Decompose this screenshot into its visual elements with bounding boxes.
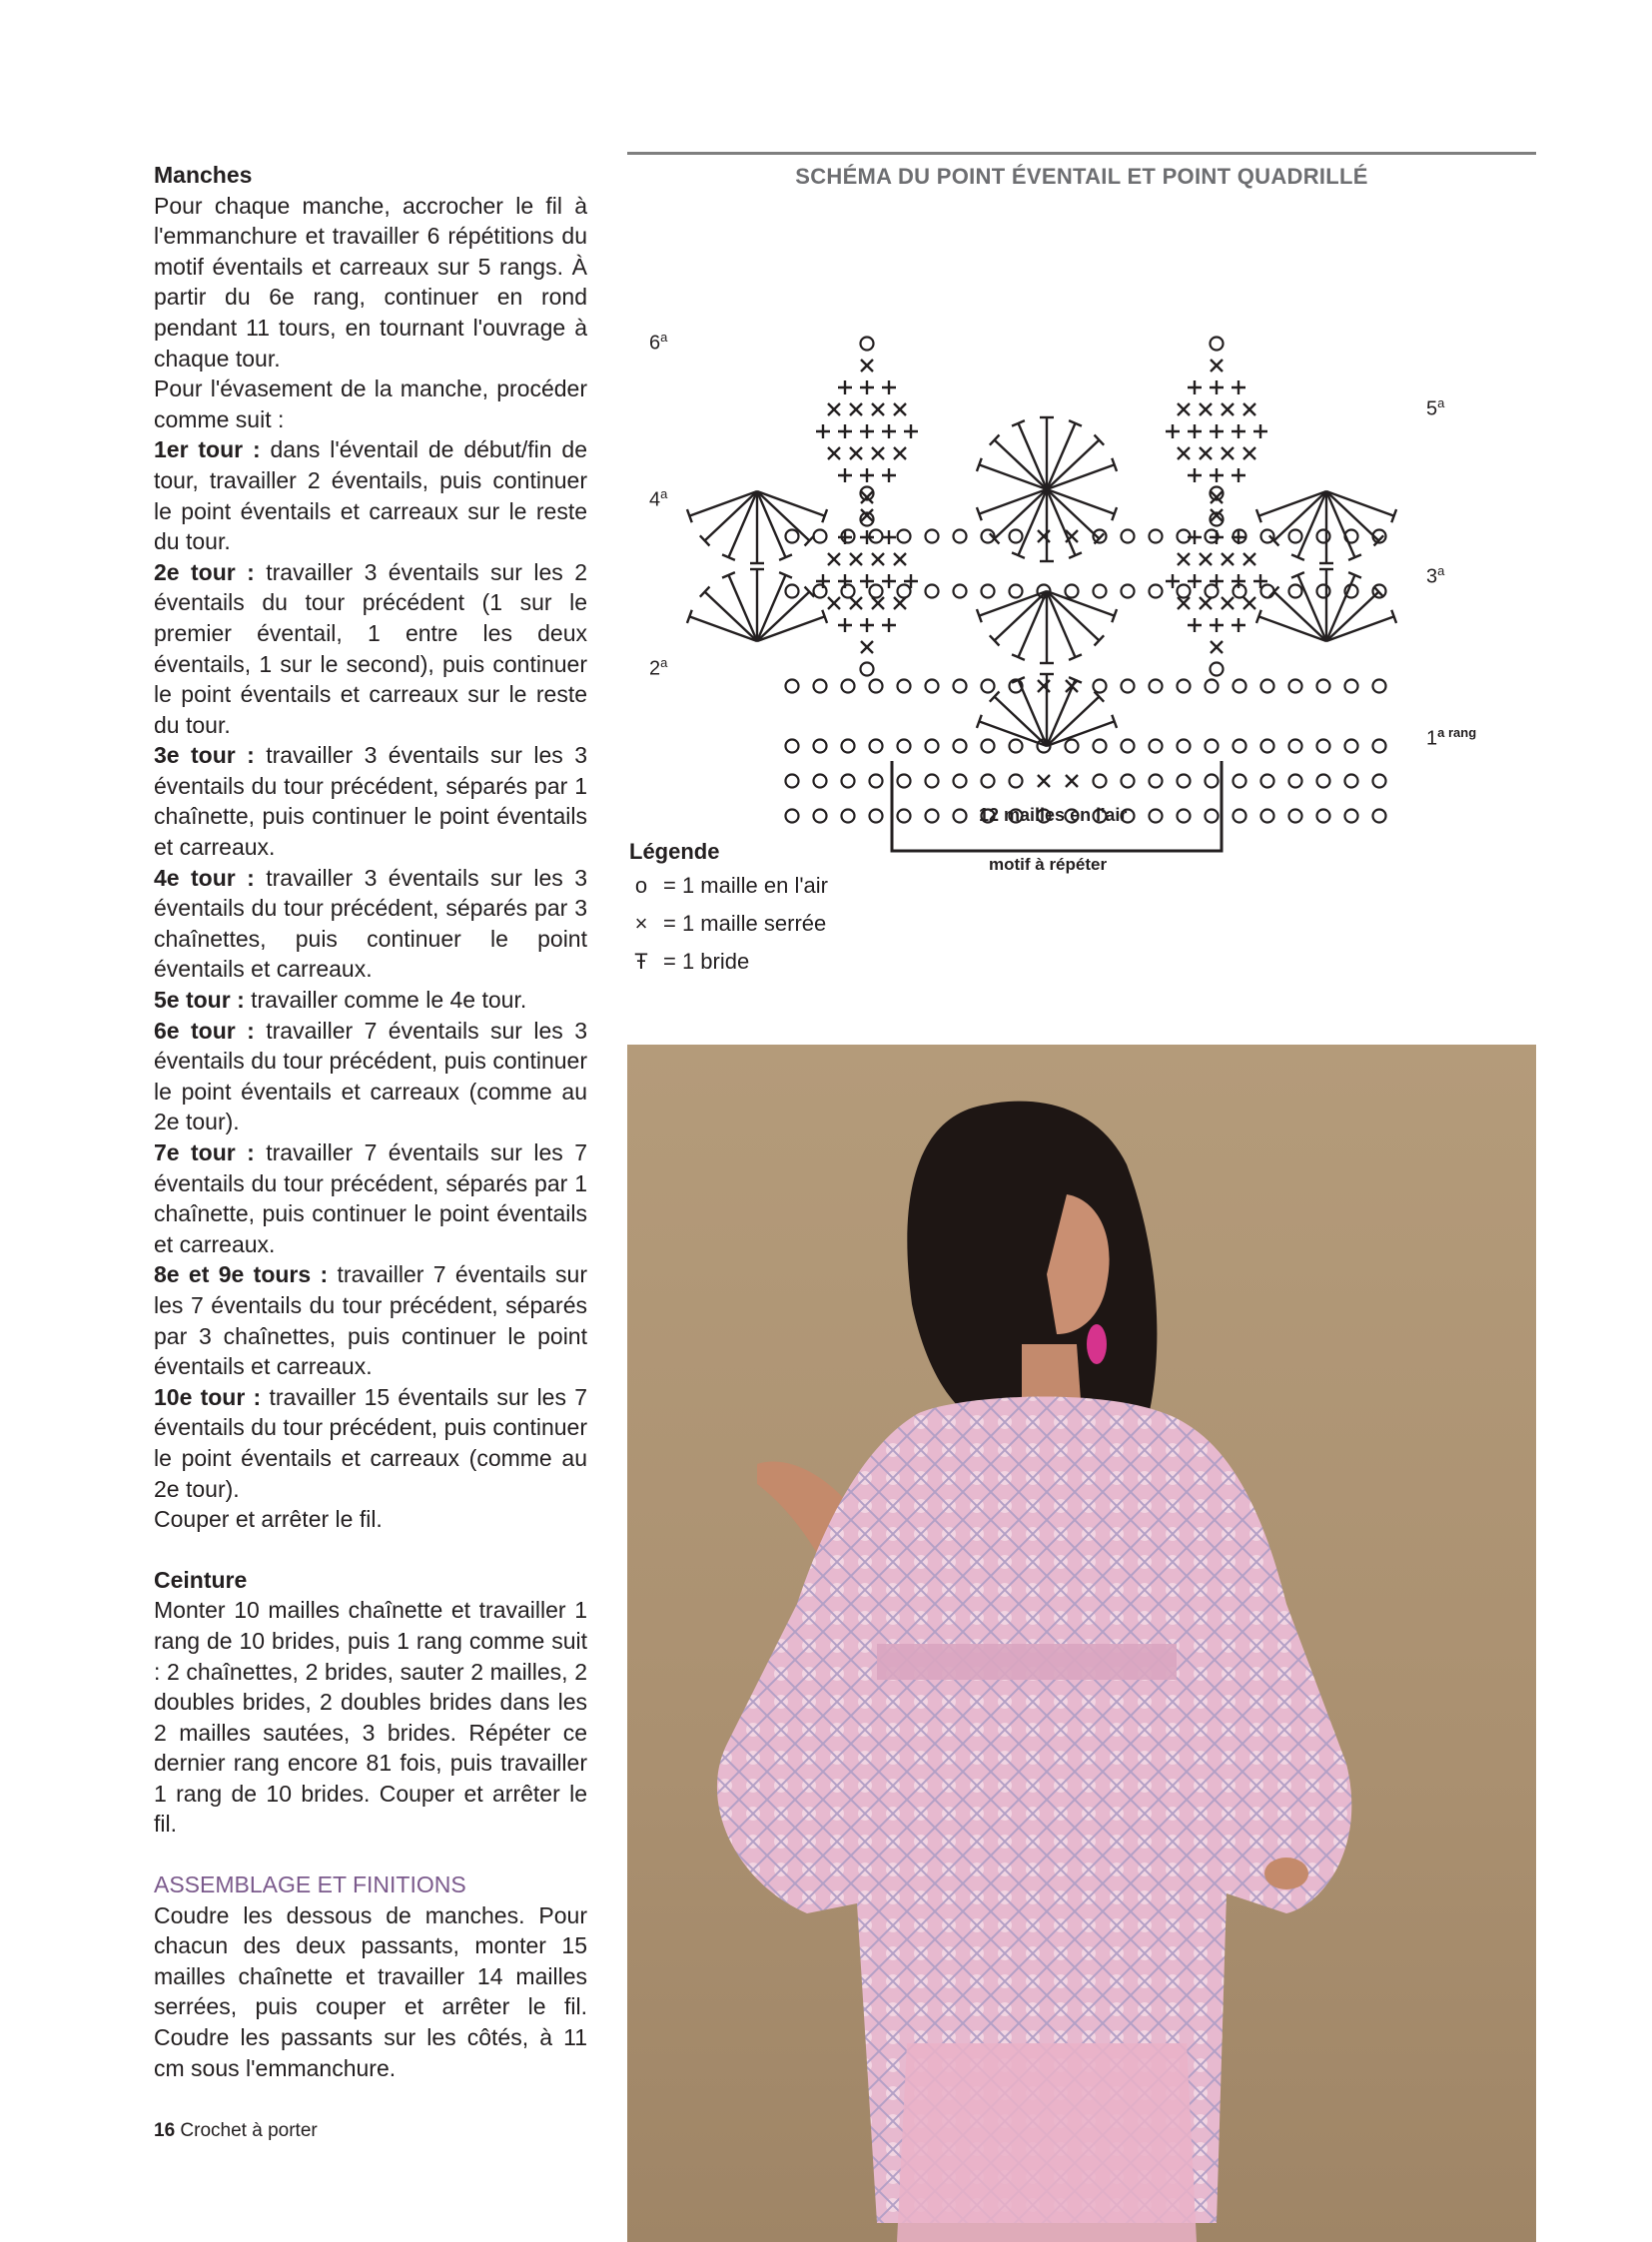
chain-stitch xyxy=(842,740,855,753)
single-stitch xyxy=(1232,424,1245,438)
ceinture-text: Monter 10 mailles chaînette et travailler 1 rang de 10 brides, puis 1 rang comme suit : 2 chaînettes, 2 brides, sauter 2 mailles, 2 doubles brides, 2 doubles brides dans les 2 mailles sautées, 3 brides. Répéter ce dernier rang encore 81 fois, puis travailler 1 rang de 10 brides. Couper et arrêter le fil. xyxy=(154,1597,587,1838)
single-stitch xyxy=(1178,597,1190,609)
chain-stitch xyxy=(814,740,827,753)
single-stitch xyxy=(1243,403,1255,415)
row-label-3: 3$^a$ xyxy=(1426,563,1445,588)
assemblage-text: Coudre les dessous de manches. Pour chacun des deux passants, monter 15 mailles chaînette et travailler 14 mailles serrées, puis couper et arrêter le fil. Coudre les passants sur les côtés, à 11 cm sous l'emmanchure. xyxy=(154,1901,587,2081)
single-stitch xyxy=(872,403,884,415)
single-stitch xyxy=(1243,553,1255,565)
single-stitch xyxy=(1166,424,1180,438)
row-label-2: 2$^a$ xyxy=(649,655,668,680)
chain-stitch xyxy=(842,585,855,598)
chain-stitch xyxy=(1289,530,1302,543)
chain-stitch xyxy=(1094,775,1107,788)
chain-stitch xyxy=(982,680,995,693)
tour-label: 4e tour : xyxy=(154,864,255,891)
chain-stitch xyxy=(898,740,911,753)
chain-stitch xyxy=(898,810,911,823)
single-stitch xyxy=(894,447,906,459)
chain-stitch xyxy=(1373,810,1386,823)
page-footer xyxy=(154,2120,318,2142)
chain-stitch xyxy=(870,680,883,693)
chain-stitch xyxy=(814,585,827,598)
single-stitch xyxy=(838,424,852,438)
tour-label: 5e tour : xyxy=(154,987,245,1014)
single-stitch xyxy=(894,553,906,565)
fan-stitch xyxy=(1047,489,1099,538)
row-label-4: 4$^a$ xyxy=(649,486,668,511)
chain-stitch xyxy=(1178,585,1191,598)
motif-label: motif à répéter xyxy=(989,855,1108,874)
single-stitch xyxy=(882,424,896,438)
single-stitch xyxy=(1222,447,1234,459)
chain-stitch xyxy=(1289,585,1302,598)
chain-stitch xyxy=(1206,775,1219,788)
tour-label: 2e tour : xyxy=(154,558,255,585)
tour-text: travailler 15 éventails sur les 7 éventails du tour précédent, puis continuer le point éventails et carreaux (comme au 2e tour). xyxy=(154,1383,587,1502)
chain-stitch xyxy=(1178,810,1191,823)
chain-stitch xyxy=(1150,585,1163,598)
chain-stitch xyxy=(926,585,939,598)
single-stitch xyxy=(838,468,852,482)
chain-stitch xyxy=(898,680,911,693)
chain-stitch xyxy=(1010,740,1023,753)
double-crochet-icon: Ŧ xyxy=(634,949,648,974)
single-stitch xyxy=(860,468,874,482)
tour-6 xyxy=(154,1016,587,1137)
chain-stitch xyxy=(926,680,939,693)
manches-flare-intro: Pour l'évasement de la manche, procéder comme suit : xyxy=(154,375,587,432)
chain-stitch xyxy=(870,775,883,788)
fan-stitch xyxy=(1326,491,1378,540)
chain-stitch xyxy=(870,585,883,598)
tour-text: travailler 7 éventails sur les 3 éventails du tour précédent, puis continuer le point éventails et carreaux (comme au 2e tour). xyxy=(154,1017,588,1135)
tour-2 xyxy=(154,557,587,741)
chain-stitch xyxy=(1345,680,1358,693)
chain-stitch xyxy=(954,775,967,788)
chain-stitch xyxy=(861,663,874,676)
chain-stitch xyxy=(926,530,939,543)
legend-double: Ŧ = 1 bride xyxy=(629,943,828,981)
chain-stitch xyxy=(1122,775,1135,788)
row-label-6: 6$^a$ xyxy=(649,330,668,355)
chain-stitch xyxy=(926,810,939,823)
chain-stitch xyxy=(861,338,874,351)
chain-stitch xyxy=(786,810,799,823)
chain-stitch xyxy=(1289,810,1302,823)
single-stitch xyxy=(894,403,906,415)
single-stitch xyxy=(1210,380,1224,394)
single-stitch xyxy=(838,380,852,394)
chain-stitch xyxy=(1122,740,1135,753)
fan-stitch xyxy=(995,697,1047,746)
chain-stitch xyxy=(1373,680,1386,693)
chain-stitch xyxy=(1317,585,1330,598)
chain-stitch xyxy=(1261,530,1274,543)
chain-stitch xyxy=(1289,740,1302,753)
legend-title: Légende xyxy=(629,839,720,864)
chain-stitch xyxy=(1010,585,1023,598)
assemblage-heading: ASSEMBLAGE ET FINITIONS xyxy=(154,1871,466,1898)
single-stitch xyxy=(1243,597,1255,609)
single-stitch xyxy=(850,403,862,415)
single-stitch xyxy=(882,574,896,588)
single-stitch xyxy=(872,597,884,609)
tour-label: 3e tour : xyxy=(154,742,255,769)
tours-list xyxy=(154,434,587,1504)
chain-stitch xyxy=(1094,585,1107,598)
chain-stitch xyxy=(1206,810,1219,823)
chain-stitch xyxy=(954,530,967,543)
manches-end: Couper et arrêter le fil. xyxy=(154,1506,383,1533)
chain-stitch xyxy=(926,775,939,788)
chain-stitch xyxy=(1122,680,1135,693)
tour-label: 8e et 9e tours : xyxy=(154,1261,329,1288)
chain-stitch xyxy=(1122,530,1135,543)
single-stitch xyxy=(882,380,896,394)
single-stitch xyxy=(882,530,896,544)
chain-stitch xyxy=(814,680,827,693)
chain-stitch xyxy=(1150,775,1163,788)
chain-stitch xyxy=(1234,810,1246,823)
tour-label: 7e tour : xyxy=(154,1139,255,1165)
chain-stitch xyxy=(842,775,855,788)
chain-stitch xyxy=(982,775,995,788)
single-stitch xyxy=(1178,403,1190,415)
chain-stitch xyxy=(1373,740,1386,753)
tour-text: travailler 7 éventails sur les 7 éventails du tour précédent, séparés par 3 chaînettes, puis continuer le point éventails et carreaux. xyxy=(154,1261,588,1380)
single-stitch xyxy=(1222,553,1234,565)
single-stitch xyxy=(1188,468,1202,482)
fan-stitch xyxy=(1274,592,1326,641)
chain-stitch xyxy=(1150,530,1163,543)
tour-label: 10e tour : xyxy=(154,1383,262,1410)
single-stitch xyxy=(1200,553,1212,565)
model-illustration xyxy=(627,1045,1536,2242)
chain-stitch xyxy=(786,680,799,693)
single-stitch xyxy=(872,447,884,459)
chain-stitch xyxy=(1317,680,1330,693)
chain-stitch xyxy=(898,585,911,598)
single-stitch xyxy=(1222,403,1234,415)
single-stitch xyxy=(828,553,840,565)
single-stitch xyxy=(1211,360,1223,372)
row-label-1: $1^{a rang}$ xyxy=(1426,725,1477,750)
chain-stitch xyxy=(1206,740,1219,753)
single-stitch xyxy=(850,597,862,609)
legend-chain: o = 1 maille en l'air xyxy=(629,867,828,905)
tour-7 xyxy=(154,1137,587,1259)
chain-stitch xyxy=(1178,740,1191,753)
chain-stitch xyxy=(1317,740,1330,753)
single-stitch xyxy=(1200,597,1212,609)
tour-text: travailler 3 éventails sur les 3 éventails du tour précédent, séparés par 1 chaînette, puis continuer le point éventails et carreaux. xyxy=(154,742,588,861)
chain-stitch xyxy=(1211,338,1224,351)
chain-stitch xyxy=(1122,585,1135,598)
chain-stitch xyxy=(1150,810,1163,823)
chain-stitch xyxy=(786,585,799,598)
chain-stitch xyxy=(1150,680,1163,693)
chain-stitch xyxy=(786,740,799,753)
tour-3 xyxy=(154,740,587,862)
single-stitch xyxy=(828,403,840,415)
single-stitch xyxy=(1232,380,1245,394)
chain-stitch xyxy=(954,810,967,823)
chain-stitch xyxy=(1261,740,1274,753)
legend xyxy=(629,837,828,981)
tour-text: dans l'éventail de début/fin de tour, travailler 2 éventails, puis continuer le point éventails et carreaux sur le reste du tour. xyxy=(154,436,587,555)
chain-stitch xyxy=(954,585,967,598)
fan-stitch xyxy=(1047,440,1099,489)
chain-stitch xyxy=(1010,775,1023,788)
single-stitch xyxy=(860,618,874,632)
single-stitch xyxy=(1188,574,1202,588)
single-stitch xyxy=(1243,447,1255,459)
chain-stitch xyxy=(1211,663,1224,676)
chain-stitch xyxy=(1066,585,1079,598)
chain-stitch xyxy=(1234,680,1246,693)
chain-stitch xyxy=(842,680,855,693)
tour-text: travailler comme le 4e tour. xyxy=(251,987,527,1014)
single-stitch xyxy=(860,380,874,394)
single-stitch xyxy=(1200,403,1212,415)
single-stitch xyxy=(1066,775,1078,787)
fan-stitch xyxy=(757,592,809,641)
tour-text: travailler 3 éventails sur les 2 éventails du tour précédent (1 sur le premier éventail, 1 entre les deux éventails, 1 sur le second), puis continuer le point éventails et carreaux sur le reste du tour. xyxy=(154,558,588,738)
instructions-column xyxy=(154,160,587,2083)
fan-stitch xyxy=(757,491,809,540)
chain-stitch xyxy=(982,585,995,598)
single-stitch xyxy=(904,424,918,438)
chain-stitch xyxy=(1234,775,1246,788)
tour-text: travailler 3 éventails sur les 3 éventails du tour précédent, séparés par 3 chaînettes, puis continuer le point éventails et carreaux. xyxy=(154,864,588,983)
chain-stitch xyxy=(898,775,911,788)
single-stitch xyxy=(850,447,862,459)
single-stitch xyxy=(1188,424,1202,438)
chain-stitch xyxy=(1066,740,1079,753)
single-stitch xyxy=(1210,424,1224,438)
chain-stitch xyxy=(1289,775,1302,788)
tour-9 xyxy=(154,1382,587,1504)
chain-stitch xyxy=(1206,680,1219,693)
chain-icon: o xyxy=(634,873,648,898)
single-stitch xyxy=(828,447,840,459)
chain-stitch xyxy=(814,810,827,823)
chain-stitch xyxy=(1261,680,1274,693)
chain-stitch xyxy=(786,775,799,788)
single-stitch xyxy=(861,360,873,372)
magazine-name: Crochet à porter xyxy=(180,2120,318,2141)
chain-stitch xyxy=(1178,775,1191,788)
single-stitch xyxy=(872,553,884,565)
chain-stitch xyxy=(814,530,827,543)
manches-heading: Manches xyxy=(154,162,253,188)
chain-stitch xyxy=(1261,585,1274,598)
single-stitch xyxy=(1210,468,1224,482)
single-stitch xyxy=(1232,468,1245,482)
chain-stitch xyxy=(870,740,883,753)
single-stitch xyxy=(1188,380,1202,394)
fan-stitch xyxy=(995,440,1047,489)
single-stitch xyxy=(861,641,873,653)
tour-4 xyxy=(154,863,587,985)
chain-stitch xyxy=(1010,530,1023,543)
single-stitch xyxy=(1232,618,1245,632)
chain-stitch xyxy=(954,740,967,753)
chain-stitch xyxy=(1234,740,1246,753)
single-stitch xyxy=(1210,618,1224,632)
single-stitch xyxy=(1038,775,1050,787)
chain-stitch xyxy=(1206,585,1219,598)
fan-stitch xyxy=(705,592,757,641)
single-stitch xyxy=(1253,424,1267,438)
tour-label: 6e tour : xyxy=(154,1017,255,1044)
chain-stitch xyxy=(870,810,883,823)
chain-stitch xyxy=(954,680,967,693)
chain-stitch xyxy=(982,740,995,753)
diagram-title: SCHÉMA DU POINT ÉVENTAIL ET POINT QUADRILLÉ xyxy=(795,164,1368,189)
chain-stitch xyxy=(1261,775,1274,788)
tour-8 xyxy=(154,1259,587,1381)
chain-stitch xyxy=(1150,740,1163,753)
fan-stitch xyxy=(705,491,757,540)
fan-stitch xyxy=(995,591,1047,640)
chain-stitch xyxy=(1178,680,1191,693)
single-stitch xyxy=(850,553,862,565)
chain-stitch xyxy=(1345,810,1358,823)
bracket-label: 12 mailles en l'air xyxy=(979,805,1128,825)
tour-1 xyxy=(154,434,587,556)
single-stitch xyxy=(816,424,830,438)
fan-stitch xyxy=(1326,592,1378,641)
single-stitch xyxy=(894,597,906,609)
single-stitch xyxy=(838,618,852,632)
tour-label: 1er tour : xyxy=(154,436,261,463)
single-stitch xyxy=(1166,574,1180,588)
chain-stitch xyxy=(898,530,911,543)
ceinture-heading: Ceinture xyxy=(154,1566,248,1593)
page-number: 16 xyxy=(154,2120,176,2141)
single-stitch xyxy=(1178,447,1190,459)
tour-text: travailler 7 éventails sur les 7 éventails du tour précédent, séparés par 1 chaînette, puis continuer le point éventails et carreaux. xyxy=(154,1139,588,1257)
model-photo xyxy=(627,1045,1536,2242)
single-stitch xyxy=(1200,447,1212,459)
chain-stitch xyxy=(814,775,827,788)
single-stitch xyxy=(860,424,874,438)
chain-stitch xyxy=(1345,740,1358,753)
chain-stitch xyxy=(1317,530,1330,543)
tour-5 xyxy=(154,985,587,1016)
single-stitch xyxy=(1178,553,1190,565)
chain-stitch xyxy=(1289,680,1302,693)
chain-stitch xyxy=(786,530,799,543)
chain-stitch xyxy=(1317,810,1330,823)
single-stitch xyxy=(1222,597,1234,609)
chain-stitch xyxy=(1094,680,1107,693)
single-stitch xyxy=(882,618,896,632)
single-stitch xyxy=(828,597,840,609)
chain-stitch xyxy=(1317,775,1330,788)
chain-stitch xyxy=(842,810,855,823)
chain-stitch xyxy=(1373,775,1386,788)
single-stitch xyxy=(1188,618,1202,632)
single-crochet-icon: × xyxy=(634,911,648,936)
chain-stitch xyxy=(1345,775,1358,788)
single-stitch xyxy=(882,468,896,482)
single-stitch xyxy=(1211,641,1223,653)
legend-single: × = 1 maille serrée xyxy=(629,905,828,943)
chain-stitch xyxy=(1261,810,1274,823)
row-label-5: 5$^a$ xyxy=(1426,395,1445,420)
chain-stitch xyxy=(1094,740,1107,753)
chain-stitch xyxy=(926,740,939,753)
manches-intro: Pour chaque manche, accrocher le fil à l'emmanchure et travailler 6 répétitions du motif éventails et carreaux sur 5 rangs. À partir du 6e rang, continuer en rond pendant 11 tours, en tournant l'ouvrage à chaque tour. xyxy=(154,192,587,372)
